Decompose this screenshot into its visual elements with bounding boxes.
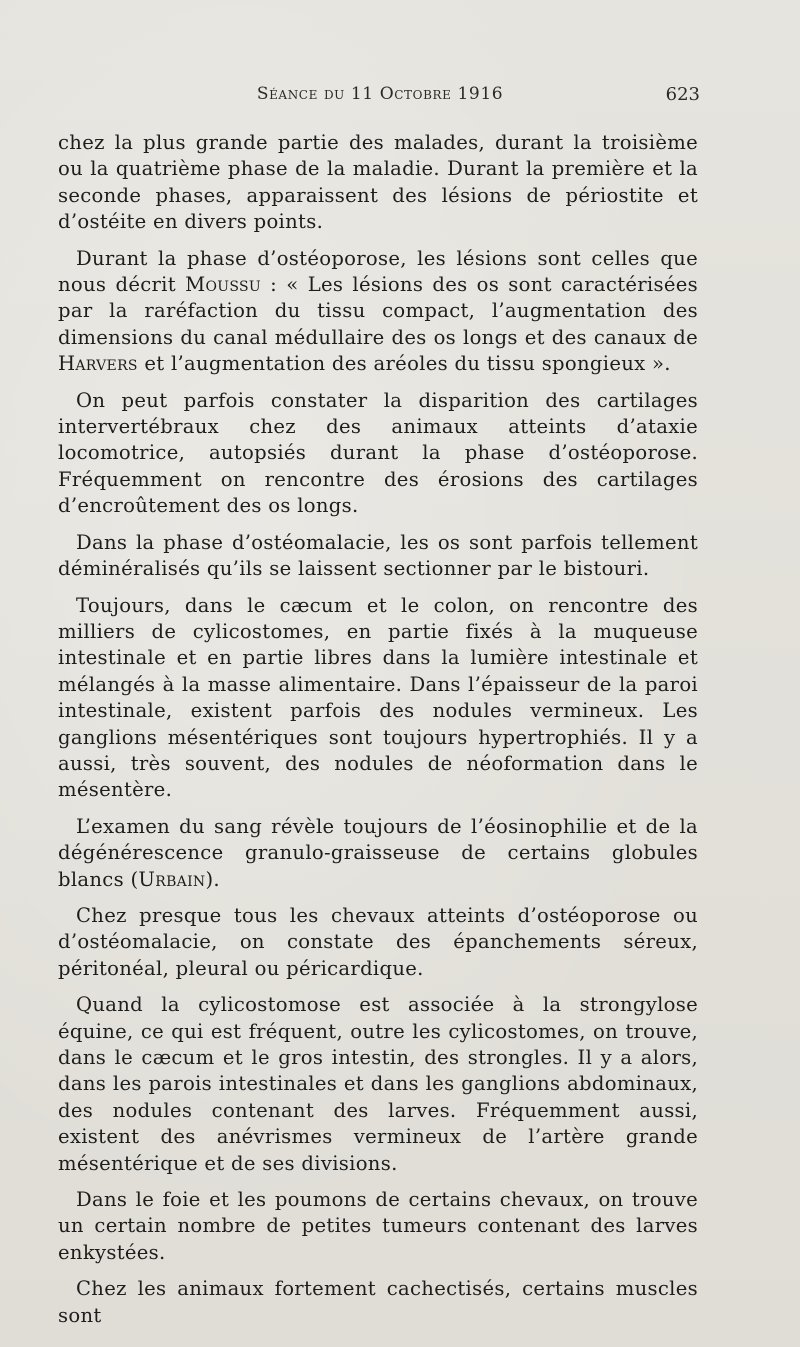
paragraph-text: Toujours, dans le cæcum et le colon, on rencontre des milliers de cylicostomes, en partie fixés à la muqueuse intestinale et en partie libres dans la lumière intestinale et mélangés à la masse alimentaire. Dans l’épaisseur de la paroi intestinale, existent parfois des nodules vermineux. Les ganglions mésentériques sont toujours hypertrophiés. Il y a aussi, très souvent, des nodules de néoformation dans le mésentère. (58, 593, 698, 802)
paragraph (58, 530, 698, 583)
paragraph (58, 1187, 698, 1266)
author-name: Moussu (185, 273, 261, 297)
paragraph-text: et l’augmentation des aréoles du tissu spongieux ». (137, 352, 671, 376)
paragraph (58, 246, 698, 378)
page-number: 623 (665, 84, 700, 105)
paragraph (58, 593, 698, 804)
paragraph (58, 992, 698, 1177)
paragraph (58, 1276, 698, 1329)
paragraph-text: Chez presque tous les chevaux atteints d’ostéoporose ou d’ostéomalacie, on constate des épanchements séreux, péritonéal, pleural ou péricardique. (58, 903, 698, 980)
author-name: Harvers (58, 352, 138, 376)
paragraph-text: Chez les animaux fortement cachectisés, certains muscles sont (58, 1277, 698, 1327)
running-head: Séance du 11 Octobre 1916 (256, 84, 504, 104)
paragraph-text: : « Les lésions des os sont caractérisées par la raréfaction du tissu compact, l’augmentation des dimensions du canal médullaire des os longs et des canaux de (58, 273, 698, 349)
paragraph-text: ). (205, 867, 220, 891)
paragraph-text: Dans le foie et les poumons de certains chevaux, on trouve un certain nombre de petites tumeurs contenant des larves enkystées. (58, 1188, 698, 1264)
paragraph-text: chez la plus grande partie des malades, durant la troisième ou la quatrième phase de la maladie. Durant la première et la seconde phases, apparaissent des lésions de périostite et d’ostéite en divers points. (58, 131, 698, 234)
author-name: Urbain (138, 867, 206, 891)
paragraph (58, 903, 698, 982)
page-header (60, 84, 700, 112)
paragraph-text: Dans la phase d’ostéomalacie, les os sont parfois tellement déminéralisés qu’ils se laissent sectionner par le bistouri. (58, 530, 698, 581)
paragraph-text: On peut parfois constater la disparition des cartilages intervertébraux chez des animaux atteints d’ataxie locomotrice, autopsiés durant la phase d’ostéoporose. Fréquemment on rencontre des érosions des cartilages d’encroûtement des os longs. (58, 388, 698, 518)
paragraph (58, 814, 698, 893)
paragraph (58, 388, 698, 520)
paragraph-text: L’examen du sang révèle toujours de l’éosinophilie et de la dégénérescence granulo-graisseuse de certains globules blancs ( (58, 814, 698, 891)
body-text (58, 130, 698, 1339)
paragraph-text: Quand la cylicostomose est associée à la strongylose équine, ce qui est fréquent, outre les cylicostomes, on trouve, dans le cæcum et le gros intestin, des strongles. Il y a alors, dans les parois intestinales et dans les ganglions abdominaux, des nodules contenant des larves. Fréquemment aussi, existent des anévrismes vermineux de l’artère grande mésentérique et de ses divisions. (58, 993, 698, 1175)
paragraph (58, 130, 698, 236)
paragraph-text: Durant la phase d’ostéoporose, les lésions sont celles que nous décrit (58, 246, 698, 297)
